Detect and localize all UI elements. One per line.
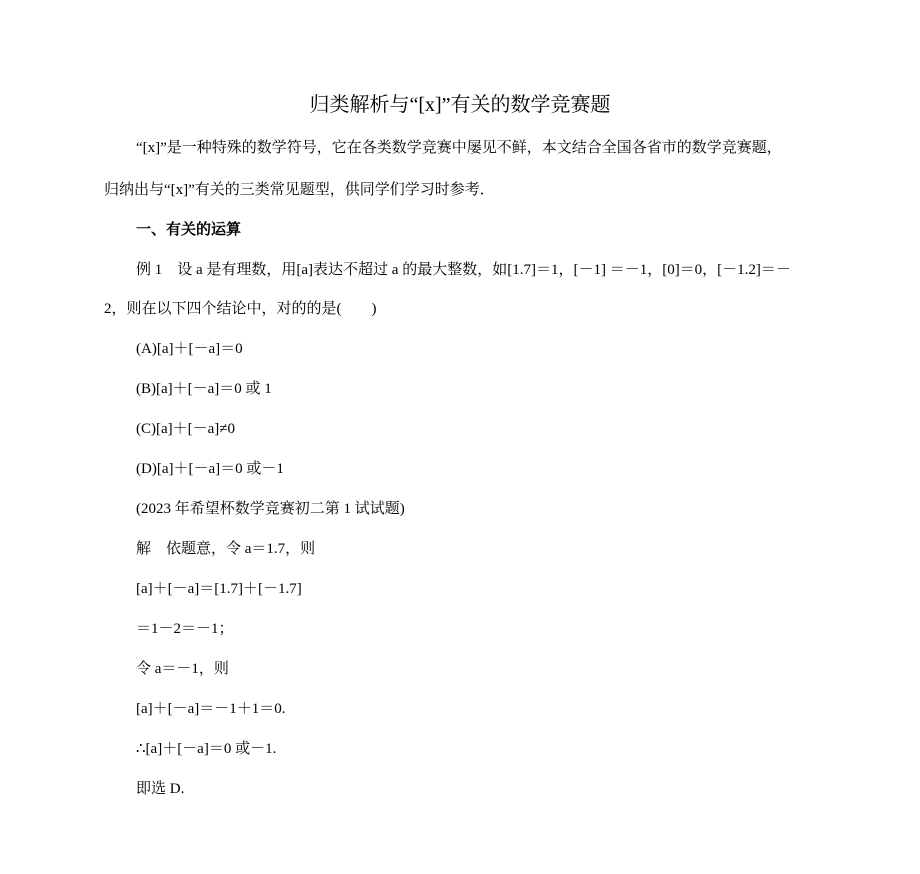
option-a: (A)[a]＋[－a]＝0 [136, 341, 243, 357]
page-title: 归类解析与“[x]”有关的数学竞赛题 [309, 94, 611, 116]
option-c: (C)[a]＋[－a]≠0 [136, 421, 236, 437]
intro-line-2: 归纳出与“[x]”有关的三类常见题型，供同学们学习时参考． [104, 182, 495, 198]
solution-line-6: ∴[a]＋[－a]＝0 或－1. [136, 741, 277, 757]
solution-line-2: [a]＋[－a]＝[1.7]＋[－1.7] [136, 581, 302, 597]
solution-line-7: 即选 D. [136, 781, 185, 797]
option-d: (D)[a]＋[－a]＝0 或－1 [136, 461, 284, 477]
solution-line-3: ＝1－2＝－1； [136, 621, 234, 637]
solution-line-4: 令 a＝－1，则 [136, 661, 229, 677]
example-1-line-1: 例 1 设 a 是有理数，用[a]表达不超过 a 的最大整数，如[1.7]＝1，[－1] ＝－1，[0]＝0，[－1.2]＝－ [136, 262, 791, 278]
solution-line-5: [a]＋[－a]＝－1＋1＝0. [136, 701, 286, 717]
problem-source: (2023 年希望杯数学竞赛初二第 1 试试题) [136, 501, 405, 517]
intro-line-1: “[x]”是一种特殊的数学符号，它在各类数学竞赛中屡见不鲜，本文结合全国各省市的数学竞赛题， [136, 140, 782, 156]
option-b: (B)[a]＋[－a]＝0 或 1 [136, 381, 272, 397]
section-heading: 一、有关的运算 [136, 222, 242, 238]
solution-line-1: 解 依题意，令 a＝1.7，则 [136, 541, 316, 557]
example-1-line-2: 2，则在以下四个结论中，对的的是( ) [104, 301, 377, 317]
